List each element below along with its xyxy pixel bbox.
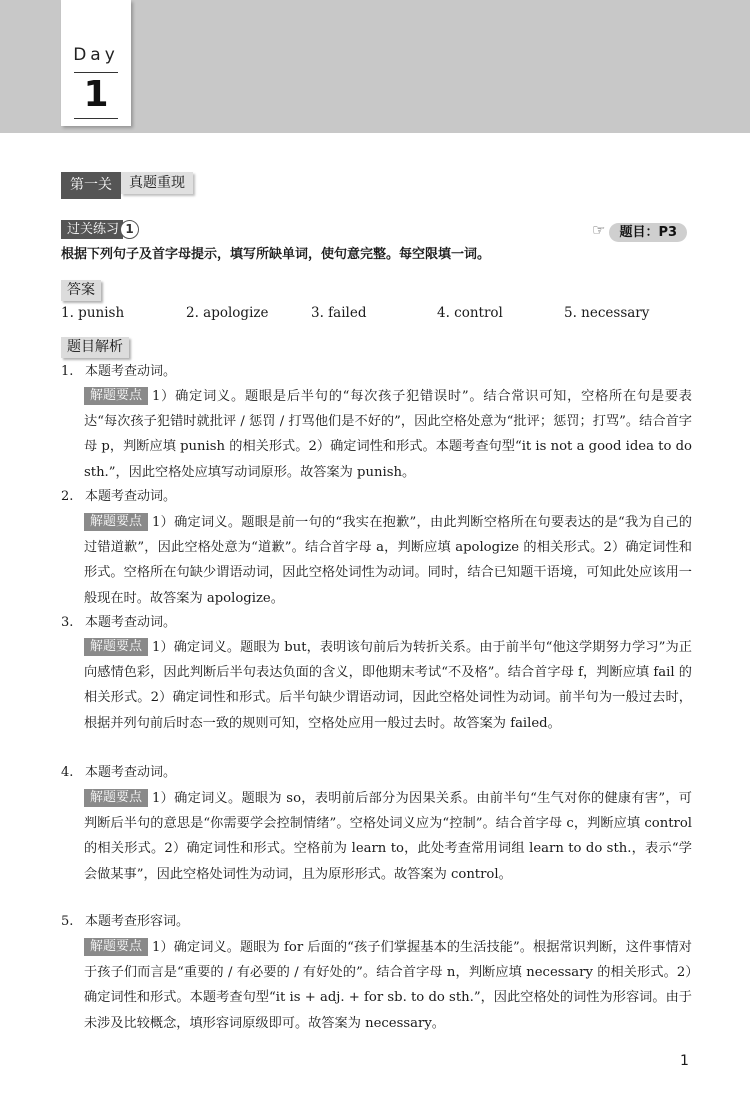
answer-item: 3. failed <box>311 305 367 321</box>
page-reference-pill: 题目：P3 <box>609 223 687 242</box>
item-number: 2. <box>61 489 74 504</box>
section-heading <box>61 172 193 200</box>
item-heading-text: 本题考查动词。 <box>85 615 177 630</box>
day-tab <box>61 0 131 126</box>
item-explanation <box>84 935 692 1036</box>
explanation-text: 1）确定词义。题眼为 for 后面的“孩子们掌握基本的生活技能”。根据常识判断，这件事情对于孩子们而言是“重要的 / 有必要的 / 有好处的”。结合首字母 n，判断应填 necessary 的相关形式。2）确定词性和形式。本题考查句型“it is + adj. + for sb. to do sth.”，因此空格处的词性为形容词。由于未涉及比较概念，填形容词原级即可。故答案为 necessary。 <box>84 940 692 1031</box>
answer-item: 4. control <box>437 305 503 321</box>
answer-list <box>61 305 701 325</box>
tip-label: 解题要点 <box>84 638 148 656</box>
item-number: 4. <box>61 765 74 780</box>
page-reference <box>592 221 687 240</box>
tip-label: 解题要点 <box>84 387 148 405</box>
exercise-heading <box>61 220 139 240</box>
item-heading-text: 本题考查动词。 <box>85 489 177 504</box>
item-explanation <box>84 786 692 887</box>
tip-label: 解题要点 <box>84 789 148 807</box>
day-number: 1 <box>83 74 109 115</box>
item-explanation <box>84 635 692 736</box>
section-title: 真题重现 <box>121 172 193 194</box>
item-number: 3. <box>61 615 74 630</box>
item-heading <box>61 613 176 633</box>
answer-tag: 答案 <box>61 280 101 301</box>
item-number: 1. <box>61 364 74 379</box>
answer-item: 5. necessary <box>564 305 650 321</box>
tip-label: 解题要点 <box>84 513 148 531</box>
item-heading-text: 本题考查动词。 <box>85 765 177 780</box>
item-heading <box>61 362 176 382</box>
analysis-tag: 题目解析 <box>61 337 129 358</box>
exercise-label: 过关练习 <box>61 220 123 239</box>
day-word: Day <box>73 45 119 65</box>
item-heading <box>61 763 176 783</box>
page-number: 1 <box>680 1053 689 1069</box>
explanation-text: 1）确定词义。题眼为 but，表明该句前后为转折关系。由于前半句“他这学期努力学习”为正向感情色彩，因此判断后半句表达负面的含义，即他期末考试“不及格”。结合首字母 f，判断应填 fail 的相关形式。2）确定词性和形式。后半句缺少谓语动词，因此空格处词性为动词。前半句为一般过去时，根据并列句前后时态一致的规则可知，空格处应用一般过去时。故答案为 failed。 <box>84 640 692 731</box>
item-heading <box>61 912 189 932</box>
item-heading-text: 本题考查动词。 <box>85 364 177 379</box>
section-level: 第一关 <box>61 172 121 199</box>
explanation-text: 1）确定词义。题眼为 so，表明前后部分为因果关系。由前半句“生气对你的健康有害”，可判断后半句的意思是“你需要学会控制情绪”。空格处词义应为“控制”。结合首字母 c，判断应填 control 的相关形式。2）确定词性和形式。空格前为 learn to，此处考查常用词组 learn to do sth.，表示“学会做某事”，因此空格处词性为动词，且为原形形式。故答案为 control。 <box>84 791 692 882</box>
pointing-hand-icon: ☞ <box>592 221 606 239</box>
item-explanation <box>84 510 692 611</box>
explanation-text: 1）确定词义。题眼是后半句的“每次孩子犯错误时”。结合常识可知，空格所在句是要表达“每次孩子犯错时就批评 / 惩罚 / 打骂他们是不好的”，因此空格处意为“批评；惩罚；打骂”。结合首字母 p，判断应填 punish 的相关形式。2）确定词性和形式。本题考查句型“it is not a good idea to do sth.”，因此空格处应填写动词原形。故答案为 punish。 <box>84 389 692 480</box>
explanation-text: 1）确定词义。题眼是前一句的“我实在抱歉”，由此判断空格所在句要表达的是“我为自己的过错道歉”，因此空格处意为“道歉”。结合首字母 a，判断应填 apologize 的相关形式。2）确定词性和形式。空格所在句缺少谓语动词，因此空格处词性为动词。同时，结合已知题干语境，可知此处应该用一般现在时。故答案为 apologize。 <box>84 515 692 606</box>
item-explanation <box>84 384 692 485</box>
item-number: 5. <box>61 914 74 929</box>
item-heading-text: 本题考查形容词。 <box>85 914 190 929</box>
answer-item: 2. apologize <box>186 305 269 321</box>
exercise-number-badge: 1 <box>120 220 139 239</box>
answer-item: 1. punish <box>61 305 125 321</box>
day-divider-bottom <box>74 118 118 119</box>
day-divider <box>74 72 118 73</box>
instruction-text: 根据下列句子及首字母提示，填写所缺单词，使句意完整。每空限填一词。 <box>61 247 491 262</box>
tip-label: 解题要点 <box>84 938 148 956</box>
item-heading <box>61 487 176 507</box>
